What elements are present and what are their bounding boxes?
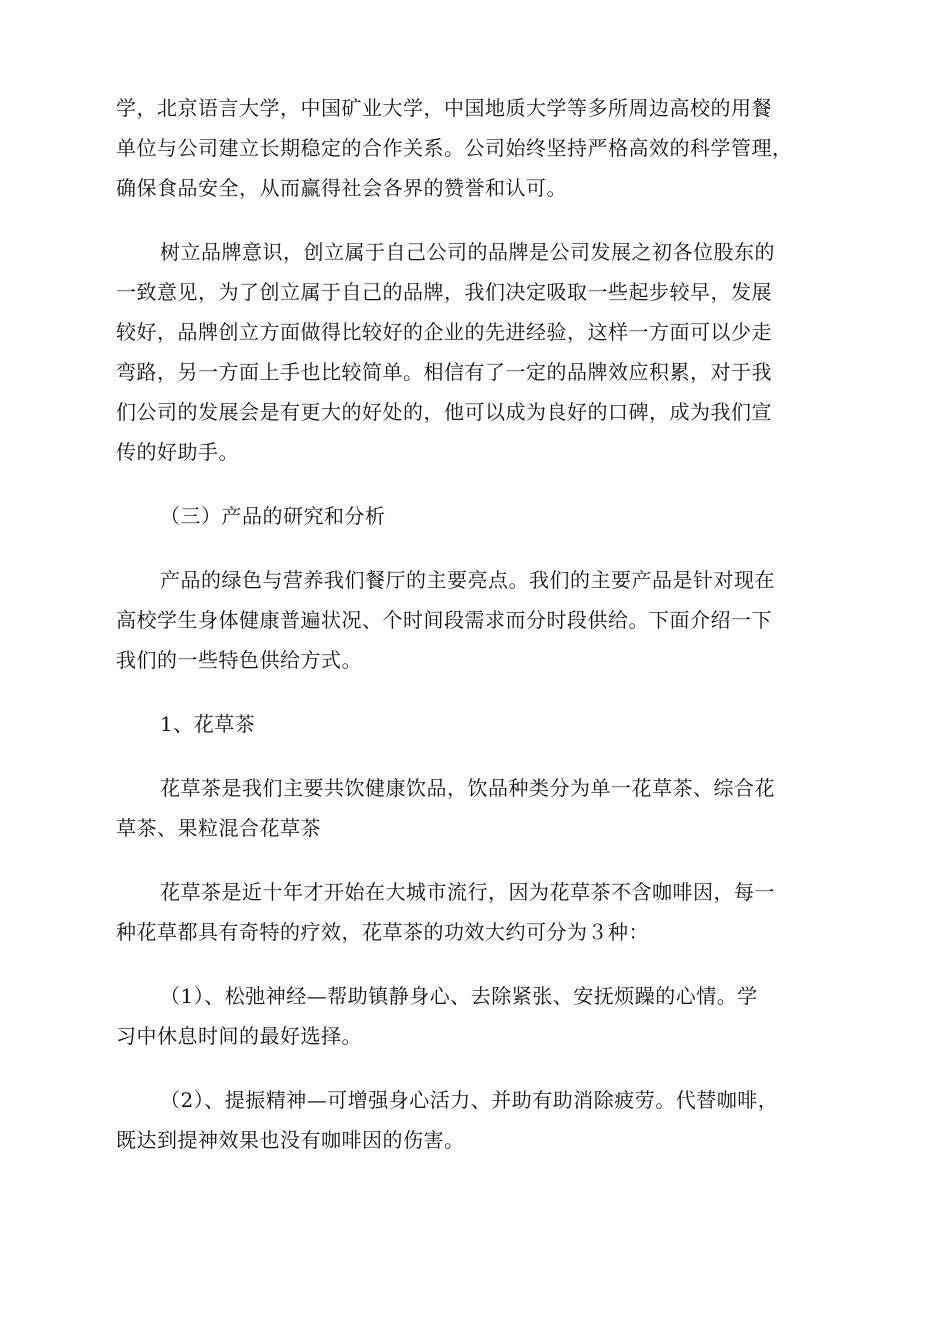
document-body (116, 88, 836, 1160)
paragraph-partners (116, 88, 836, 208)
paragraph-herbal-tea-effects (116, 872, 836, 952)
text-line: （1）、松弛神经—帮助镇静身心、去除紧张、安抚烦躁的心情。学 (160, 984, 758, 1008)
section-heading (116, 496, 836, 536)
text-line: 高校学生身体健康普遍状况、个时间段需求而分时段供给。下面介绍一下 (116, 608, 772, 632)
subsection-heading (116, 704, 836, 744)
text-line: 种花草都具有奇特的疗效，花草茶的功效大约可分为３种： (116, 920, 649, 944)
text-line: 们公司的发展会是有更大的好处的，他可以成为良好的口碑，成为我们宣 (116, 400, 772, 424)
text-line: （2）、提振精神—可增强身心活力、并助有助消除疲劳。代替咖啡， (160, 1088, 779, 1112)
text-line: 传的好助手。 (116, 440, 239, 464)
text-line: 较好，品牌创立方面做得比较好的企业的先进经验，这样一方面可以少走 (116, 320, 772, 344)
text-line: 一致意见，为了创立属于自己的品牌，我们决定吸取一些起步较早，发展 (116, 280, 772, 304)
text-line: 弯路，另一方面上手也比较简单。相信有了一定的品牌效应积累，对于我 (116, 360, 772, 384)
list-item-energize (116, 1080, 836, 1160)
heading-text: 1、花草茶 (160, 712, 256, 736)
text-line: 产品的绿色与营养我们餐厅的主要亮点。我们的主要产品是针对现在 (160, 568, 775, 592)
text-line: 确保食品安全，从而赢得社会各界的赞誉和认可。 (116, 176, 567, 200)
list-item-relax (116, 976, 836, 1056)
text-line: 花草茶是近十年才开始在大城市流行，因为花草茶不含咖啡因，每一 (160, 880, 775, 904)
text-line: 花草茶是我们主要共饮健康饮品，饮品种类分为单一花草茶、综合花 (160, 776, 775, 800)
paragraph-brand (116, 232, 836, 472)
heading-text: （三）产品的研究和分析 (160, 504, 386, 528)
text-line: 单位与公司建立长期稳定的合作关系。公司始终坚持严格高效的科学管理， (116, 136, 793, 160)
text-line: 习中休息时间的最好选择。 (116, 1024, 362, 1048)
paragraph-products (116, 560, 836, 680)
paragraph-herbal-tea-types (116, 768, 836, 848)
text-line: 既达到提神效果也没有咖啡因的伤害。 (116, 1128, 465, 1152)
text-line: 树立品牌意识，创立属于自己公司的品牌是公司发展之初各位股东的 (160, 240, 775, 264)
text-line: 学，北京语言大学，中国矿业大学，中国地质大学等多所周边高校的用餐 (116, 96, 772, 120)
text-line: 我们的一些特色供给方式。 (116, 648, 362, 672)
text-line: 草茶、果粒混合花草茶 (116, 816, 321, 840)
